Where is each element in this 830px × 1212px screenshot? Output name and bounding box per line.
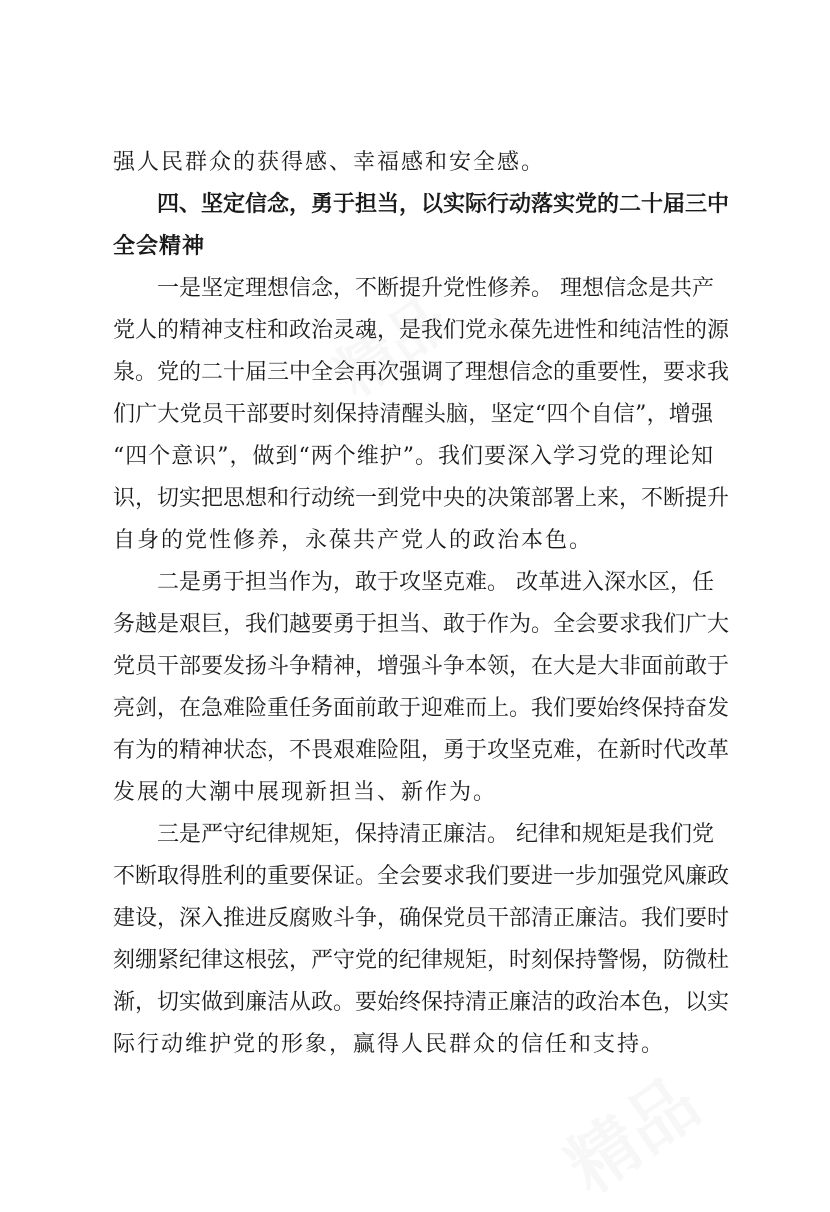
paragraph-line: 党人的精神支柱和政治灵魂，是我们党永葆先进性和纯洁性的源 xyxy=(113,318,730,343)
heading-line: 全会精神 xyxy=(113,234,206,259)
paragraph-line: 们广大党员干部要时刻保持清醒头脑，坚定“四个自信”，增强 xyxy=(113,402,713,427)
paragraph-line: 泉。党的二十届三中全会再次强调了理想信念的重要性，要求我 xyxy=(113,360,730,385)
paragraph-line: 识，切实把思想和行动统一到党中央的决策部署上来，不断提升 xyxy=(113,486,730,511)
paragraph-line: 亮剑，在急难险重任务面前敢于迎难而上。我们要始终保持奋发 xyxy=(113,696,730,721)
paragraph-line: 党员干部要发扬斗争精神，增强斗争本领，在大是大非面前敢于 xyxy=(113,654,730,679)
paragraph-line: 不断取得胜利的重要保证。全会要求我们要进一步加强党风廉政 xyxy=(113,864,730,889)
paragraph xyxy=(113,142,713,184)
paragraph-line: 际行动维护党的形象，赢得人民群众的信任和支持。 xyxy=(113,1032,666,1057)
paragraph-line: 一是坚定理想信念，不断提升党性修养。 理想信念是共产 xyxy=(157,276,714,301)
paragraph-line: 务越是艰巨，我们越要勇于担当、敢于作为。全会要求我们广大 xyxy=(113,612,730,637)
paragraph xyxy=(113,562,730,814)
paragraph xyxy=(113,814,730,1066)
paragraph-line: 渐，切实做到廉洁从政。要始终保持清正廉洁的政治本色，以实 xyxy=(113,990,730,1015)
heading-line: 四、坚定信念，勇于担当，以实际行动落实党的二十届三中 xyxy=(157,192,730,217)
paragraph-line: 建设，深入推进反腐败斗争，确保党员干部清正廉洁。我们要时 xyxy=(113,906,730,931)
paragraph-line: 二是勇于担当作为，敢于攻坚克难。 改革进入深水区，任 xyxy=(157,570,714,595)
paragraph-line: 发展的大潮中展现新担当、新作为。 xyxy=(113,780,498,805)
paragraph-line: 刻绷紧纪律这根弦，严守党的纪律规矩，时刻保持警惕，防微杜 xyxy=(113,948,730,973)
paragraph-line: 强人民群众的获得感、幸福感和安全感。 xyxy=(113,150,546,175)
paragraph-line: 有为的精神状态，不畏艰难险阻，勇于攻坚克难，在新时代改革 xyxy=(113,738,730,763)
section-heading xyxy=(113,184,730,268)
paragraph-line: “四个意识”，做到“两个维护”。我们要深入学习党的理论知 xyxy=(113,444,713,469)
watermark: 精品 xyxy=(552,1061,715,1209)
document-body xyxy=(113,142,730,1066)
paragraph-line: 三是严守纪律规矩，保持清正廉洁。 纪律和规矩是我们党 xyxy=(157,822,714,847)
paragraph xyxy=(113,268,730,562)
watermark: 精品 xyxy=(323,284,463,411)
paragraph-line: 自身的党性修养，永葆共产党人的政治本色。 xyxy=(113,528,594,553)
